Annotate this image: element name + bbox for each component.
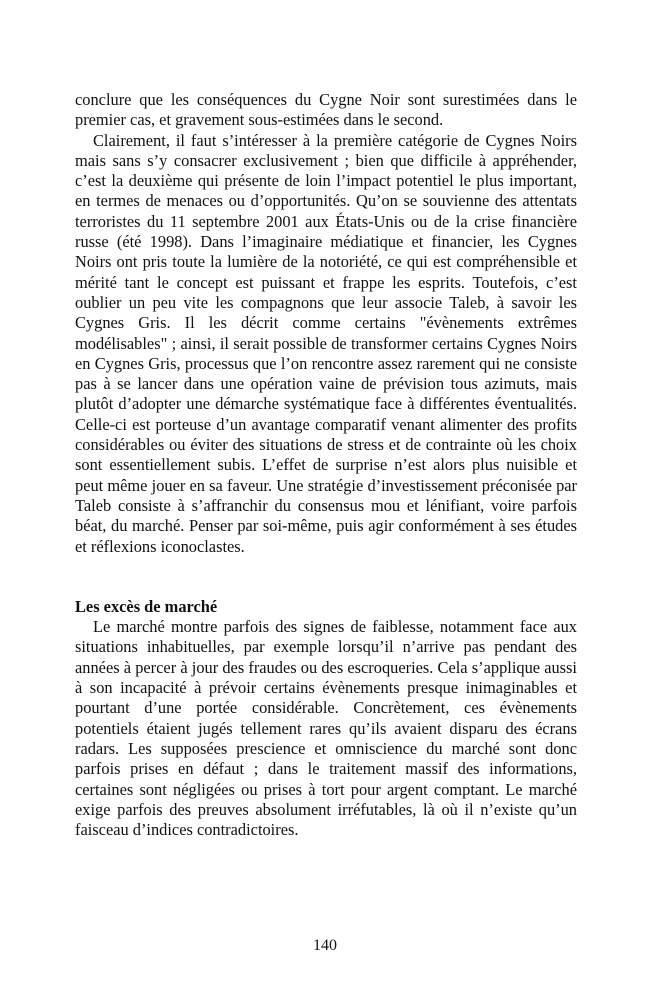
paragraph-continuation: conclure que les conséquences du Cygne Noir sont surestimées dans le premier cas, et gravement sous-estimées dans le second. — [75, 90, 577, 130]
page-body — [75, 90, 577, 840]
page-number: 140 — [313, 937, 337, 954]
paragraph-exces-de-marche: Le marché montre parfois des signes de faiblesse, notamment face aux situations inhabituelles, par exemple lorsqu’il n’arrive pas pendant des années à percer à jour des fraudes ou des escroqueries. Cela s’applique aussi à son incapacité à prévoir certains évènements presque inimaginables et pourtant d’une portée considérable. Concrètement, ces évènements potentiels étaient jugés tellement rares qu’ils avaient disparu des écrans radars. Les supposées prescience et omniscience du marché sont donc parfois prises en défaut ; dans le traitement massif des informations, certaines sont négligées ou prises à tort pour argent comptant. Le marché exige parfois des preuves absolument irréfutables, là où il n’existe qu’un faisceau d’indices contradictoires. — [75, 617, 577, 840]
paragraph-cygnes-gris: Clairement, il faut s’intéresser à la première catégorie de Cygnes Noirs mais sans s’y consacrer exclusivement ; bien que difficile à appréhender, c’est la deuxième qui présente de loin l’impact potentiel le plus important, en termes de menaces ou d’opportunités. Qu’on se souvienne des attentats terroristes du 11 septembre 2001 aux États-Unis ou de la crise financière russe (été 1998). Dans l’imaginaire médiatique et financier, les Cygnes Noirs ont pris toute la lumière de la notoriété, ce qui est compréhensible et mérité tant le concept est puissant et frappe les esprits. Toutefois, c’est oublier un peu vite les compagnons que leur associe Taleb, à savoir les Cygnes Gris. Il les décrit comme certains "évènements extrêmes modélisables" ; ainsi, il serait possible de transformer certains Cygnes Noirs en Cygnes Gris, processus que l’on rencontre assez rarement qui ne consiste pas à se lancer dans une opération vaine de prévision tous azimuts, mais plutôt d’adopter une démarche systématique face à différentes éventualités. Celle-ci est porteuse d’un avantage comparatif venant alimenter des profits considérables ou éviter des situations de stress et de contrainte où les choix sont essentiellement subis. L’effet de surprise n’est alors plus nuisible et peut même jouer en sa faveur. Une stratégie d’investissement préconisée par Taleb consiste à s’affranchir du consensus mou et lénifiant, voire parfois béat, du marché. Penser par soi-même, puis agir conformément à ses études et réflexions iconoclastes. — [75, 130, 577, 556]
section-spacer — [75, 557, 577, 597]
section-heading: Les excès de marché — [75, 596, 218, 616]
